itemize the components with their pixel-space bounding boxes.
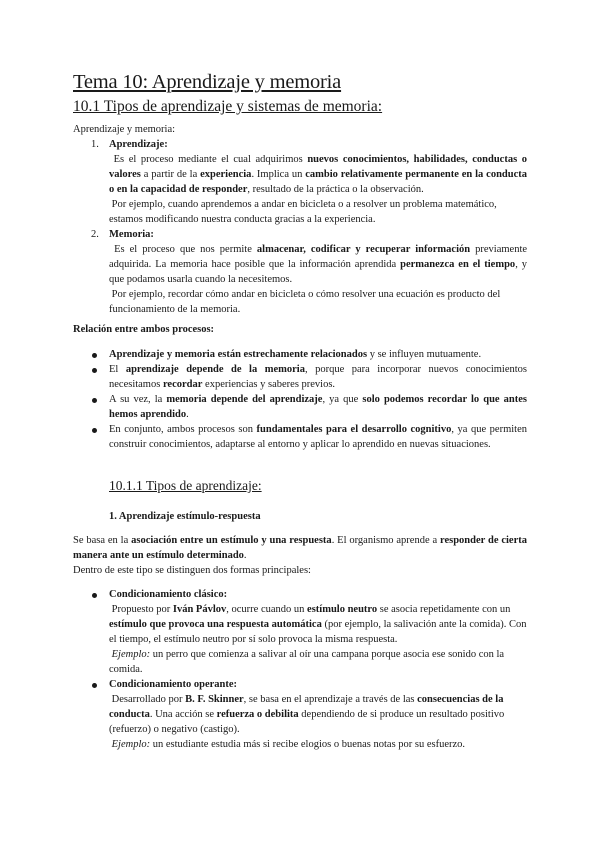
relation-bullet-4: En conjunto, ambos procesos son fundamentales para el desarrollo cognitivo, ya que permiten construir conocimientos, adaptarse al entorno y aplicar lo aprendido en nuevas situaciones. [109, 424, 527, 450]
classical-title: Condicionamiento clásico: [109, 589, 228, 600]
list-item-title-aprendizaje: Aprendizaje: [109, 139, 168, 150]
memoria-definition: Es el proceso que nos permite almacenar, codificar y recuperar información previamente adquirida. La memoria hace posible que la información aprendida permanezca en el tiempo, y que podamos usarla cuando la necesitemos. [109, 244, 528, 285]
bullet-icon [92, 428, 97, 433]
document-title: Tema 10: Aprendizaje y memoria [73, 71, 342, 93]
subsection-heading: 10.1.1 Tipos de aprendizaje: [109, 478, 262, 493]
bullet-icon [92, 683, 97, 688]
list-number-2: 2. [91, 229, 99, 240]
list-number-1: 1. [91, 139, 99, 150]
section-heading: 10.1 Tipos de aprendizaje y sistemas de memoria: [73, 98, 383, 115]
type1-description: Se basa en la asociación entre un estímulo y una respuesta. El organismo aprende a responder de cierta manera ante un estímulo determinado. [73, 535, 527, 561]
memoria-example: Por ejemplo, recordar cómo andar en bicicleta o cómo resolver una ecuación es producto del funcionamiento de la memoria. [109, 289, 501, 315]
bullet-icon [92, 353, 97, 358]
aprendizaje-definition: Es el proceso mediante el cual adquirimos nuevos conocimientos, habilidades, conductas o valores a partir de la experiencia. Implica un cambio relativamente permanente en la conducta o en la capacidad de responder, resultado de la práctica o la observación. [109, 154, 528, 195]
type1-forms-intro: Dentro de este tipo se distinguen dos formas principales: [73, 565, 311, 576]
relation-heading: Relación entre ambos procesos: [73, 324, 215, 335]
operant-title: Condicionamiento operante: [109, 679, 238, 690]
bullet-icon [92, 593, 97, 598]
aprendizaje-example: Por ejemplo, cuando aprendemos a andar en bicicleta o a resolver un problema matemático, estamos modificando nuestra conducta gracias a la experiencia. [109, 199, 497, 225]
operant-description: Desarrollado por B. F. Skinner, se basa en el aprendizaje a través de las consecuencias de la conducta. Una acción se refuerza o debilita dependiendo de si produce un resultado positivo (refuerzo) o negativo (castigo). [109, 694, 505, 735]
classical-example: Ejemplo: un perro que comienza a salivar al oír una campana porque asocia ese sonido con la comida. [109, 649, 505, 675]
classical-description: Propuesto por Iván Pávlov, ocurre cuando un estímulo neutro se asocia repetidamente con un estímulo que provoca una respuesta automática (por ejemplo, la salivación ante la comida). Con el tiempo, el estímulo neutro por sí solo provoca la misma respuesta. [109, 604, 527, 645]
bullet-icon [92, 398, 97, 403]
list-item-title-memoria: Memoria: [109, 229, 154, 240]
operant-example: Ejemplo: un estudiante estudia más si recibe elogios o buenas notas por su esfuerzo. [111, 739, 466, 750]
bullet-icon [92, 368, 97, 373]
relation-bullet-1: Aprendizaje y memoria están estrechamente relacionados y se influyen mutuamente. [109, 349, 482, 360]
intro-text: Aprendizaje y memoria: [73, 124, 176, 135]
relation-bullet-3: A su vez, la memoria depende del aprendizaje, ya que solo podemos recordar lo que antes hemos aprendido. [109, 394, 527, 420]
relation-bullet-2: El aprendizaje depende de la memoria, porque para incorporar nuevos conocimientos necesitamos recordar experiencias y saberes previos. [109, 364, 527, 390]
type1-heading: 1. Aprendizaje estímulo-respuesta [109, 511, 261, 522]
